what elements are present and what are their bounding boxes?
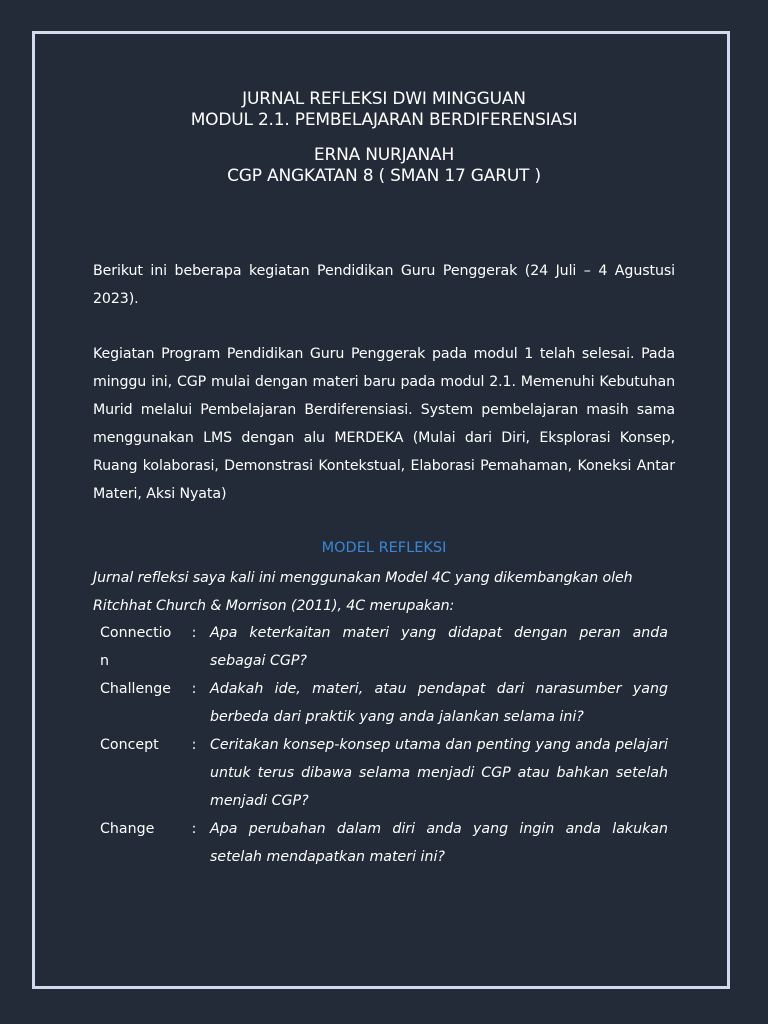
fourc-term: Challenge bbox=[100, 681, 171, 697]
fourc-colon: : bbox=[191, 821, 197, 837]
fourc-term: Change bbox=[100, 821, 155, 837]
fourc-description: Ceritakan konsep-konsep utama dan penting yang anda pelajari untuk terus dibawa selama menjadi CGP atau bahkan setelah menjadi CGP? bbox=[210, 737, 668, 809]
fourc-colon: : bbox=[191, 681, 197, 697]
intro-paragraph: Berikut ini beberapa kegiatan Pendidikan Guru Penggerak (24 Juli – 4 Agustusi 2023). bbox=[93, 263, 675, 307]
fourc-description: Adakah ide, materi, atau pendapat dari narasumber yang berbeda dari praktik yang anda jalankan selama ini? bbox=[210, 681, 668, 725]
activities-paragraph: Kegiatan Program Pendidikan Guru Penggerak pada modul 1 telah selesai. Pada minggu ini, CGP mulai dengan materi baru pada modul 2.1. Memenuhi Kebutuhan Murid melalui Pembelajaran Berdiferensiasi. System pembelajaran masih sama menggunakan LMS dengan alu MERDEKA (Mulai dari Diri, Eksplorasi Konsep, Ruang kolaborasi, Demonstrasi Kontekstual, Elaborasi Pemahaman, Koneksi Antar Materi, Aksi Nyata) bbox=[93, 346, 675, 502]
fourc-colon: : bbox=[191, 737, 197, 753]
fourc-row-connection bbox=[100, 619, 668, 675]
model-section-title: MODEL REFLEKSI bbox=[321, 540, 447, 556]
author-name: ERNA NURJANAH bbox=[313, 145, 455, 165]
fourc-term: Connection bbox=[100, 625, 172, 669]
title-line-2: MODUL 2.1. PEMBELAJARAN BERDIFERENSIASI bbox=[190, 110, 578, 130]
fourc-description: Apa keterkaitan materi yang didapat dengan peran anda sebagai CGP? bbox=[210, 625, 668, 669]
fourc-term: Concept bbox=[100, 737, 159, 753]
fourc-row-concept bbox=[100, 731, 668, 815]
cohort-info: CGP ANGKATAN 8 ( SMAN 17 GARUT ) bbox=[227, 166, 541, 186]
document-header bbox=[0, 89, 768, 187]
title-line-1: JURNAL REFLEKSI DWI MINGGUAN bbox=[242, 89, 526, 109]
fourc-description: Apa perubahan dalam diri anda yang ingin anda lakukan setelah mendapatkan materi ini? bbox=[210, 821, 668, 865]
fourc-row-change bbox=[100, 815, 668, 871]
fourc-list bbox=[100, 619, 668, 871]
fourc-colon: : bbox=[191, 625, 197, 641]
fourc-row-challenge bbox=[100, 675, 668, 731]
model-intro-paragraph: Jurnal refleksi saya kali ini menggunakan Model 4C yang dikembangkan oleh Ritchhat Church & Morrison (2011), 4C merupakan: bbox=[93, 570, 633, 614]
